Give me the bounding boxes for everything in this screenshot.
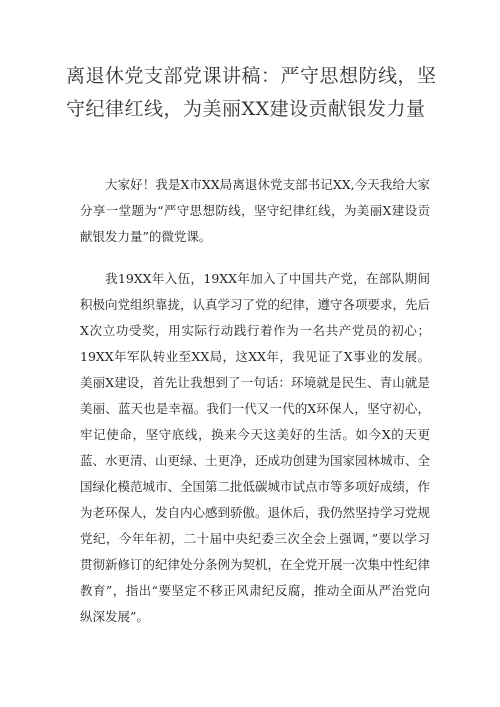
document-title: 离退休党支部党课讲稿：严守思想防线，坚守纪律红线，为美丽XX建设贡献银发力量 bbox=[66, 65, 437, 120]
paragraph-greeting: 大家好！我是X市XX局离退休党支部书记XX,今天我给大家分享一堂题为“严守思想防线，坚守纪律红线，为美丽X建设贡献银发力量”的微党课。 bbox=[80, 177, 430, 244]
paragraph-biography: 我19XX年入伍，19XX年加入了中国共产党，在部队期间积极向党组织靠拢，认真学习了党的纪律，遵守各项要求，先后X次立功受奖，用实际行动践行着作为一名共产党员的初心；19XX年军队转业至XX局，这XX年，我见证了X事业的发展。美丽X建设，首先让我想到了一句话：环境就是民生、青山就是美丽、蓝天也是幸福。我们一代又一代的X环保人，坚守初心，牢记使命，坚守底线，换来今天这美好的生活。如今X的天更蓝、水更清、山更绿、土更净，还成功创建为国家园林城市、全国绿化模范城市、全国第二批低碳城市试点市等多项好成绩，作为老环保人，发自内心感到骄傲。退休后，我仍然坚持学习党规党纪，今年年初，二十届中央纪委三次全会上强调，”要以学习贯彻新修订的纪律处分条例为契机，在全党开展一次集中性纪律教育”，指出“要坚定不移正风肃纪反腐，推动全面从严治党向纵深发展”。 bbox=[80, 271, 431, 624]
